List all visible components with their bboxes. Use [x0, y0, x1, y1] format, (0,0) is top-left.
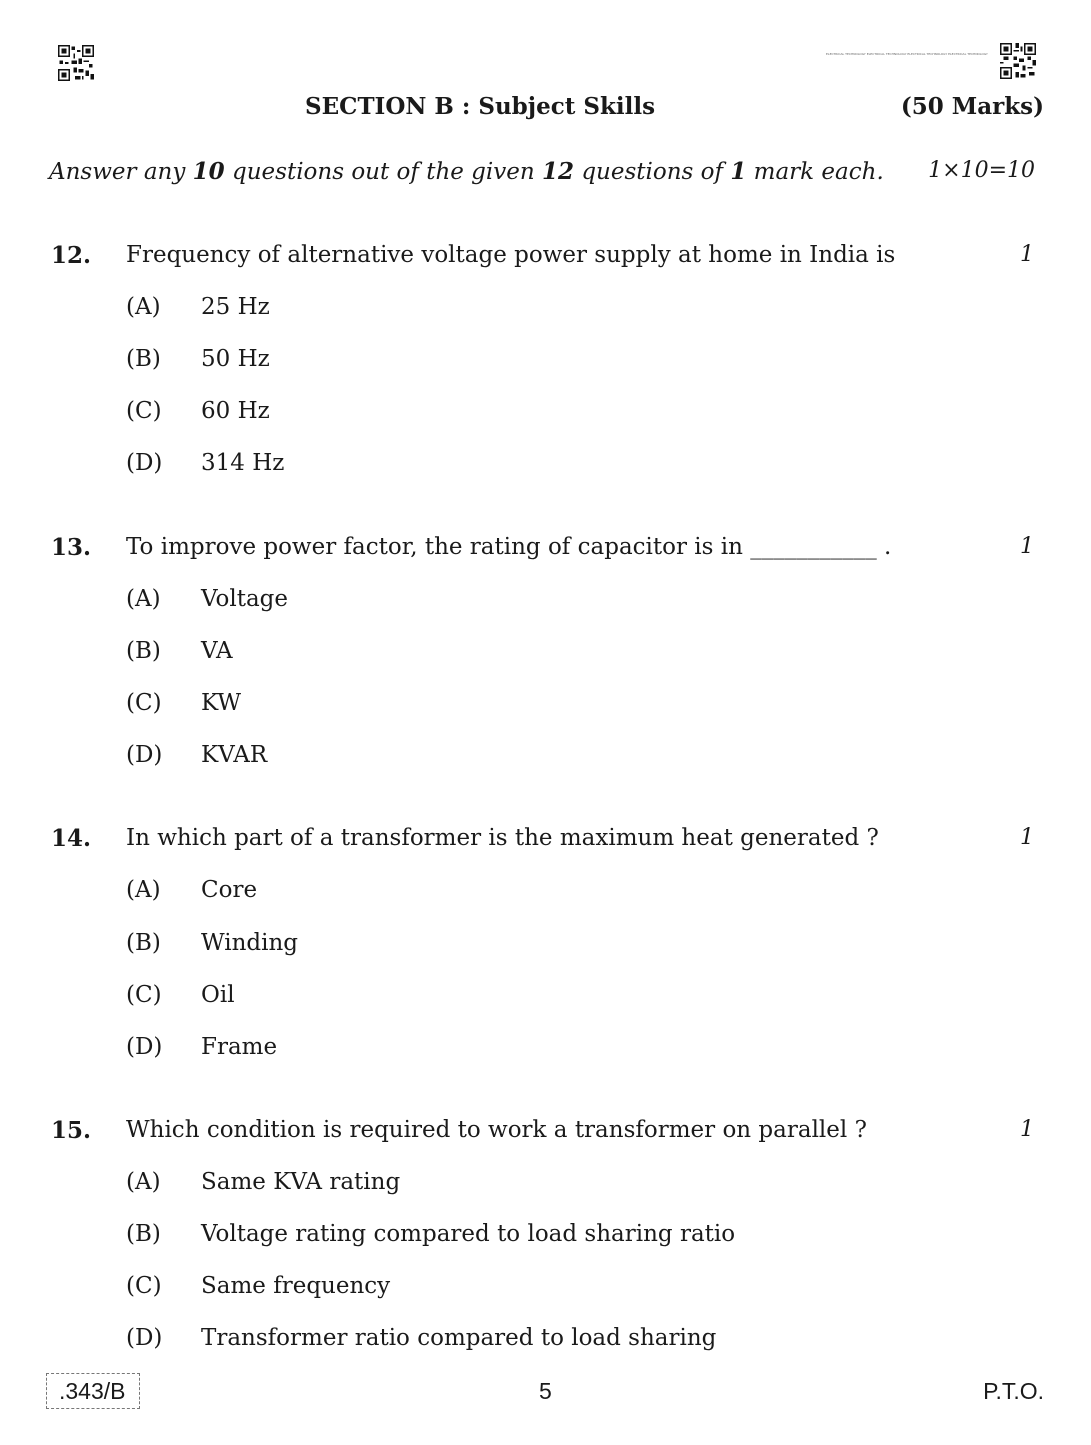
question-12 [0, 242, 1091, 476]
option-label: (B) [126, 930, 161, 956]
option-text: Core [201, 877, 258, 903]
qr-code-left-icon [58, 45, 94, 81]
option-text: KW [201, 690, 242, 716]
option-a [0, 294, 1091, 324]
option-label: (C) [126, 982, 162, 1008]
option-label: (D) [126, 450, 163, 476]
paper-code: .343/B [59, 1378, 126, 1404]
option-a [0, 877, 1091, 907]
option-b [0, 346, 1091, 376]
option-text: VA [201, 638, 233, 664]
option-label: (B) [126, 1221, 161, 1247]
question-number: 12. [51, 242, 92, 269]
question-marks: 1 [1020, 825, 1034, 850]
question-text: Frequency of alternative voltage power supply at home in India is [126, 242, 896, 268]
option-text: Winding [201, 930, 299, 956]
option-b [0, 1221, 1091, 1251]
option-text: Frame [201, 1034, 278, 1060]
option-text: KVAR [201, 742, 268, 768]
instruction-marks: 1×10=10 [928, 158, 1035, 183]
option-label: (D) [126, 1325, 163, 1351]
option-label: (A) [126, 294, 161, 320]
pto-label: P.T.O. [983, 1378, 1044, 1404]
option-label: (D) [126, 1034, 163, 1060]
option-d [0, 742, 1091, 772]
option-label: (D) [126, 742, 163, 768]
option-c [0, 398, 1091, 428]
option-label: (A) [126, 877, 161, 903]
option-label: (B) [126, 638, 161, 664]
option-d [0, 1325, 1091, 1355]
option-a [0, 586, 1091, 616]
question-14 [0, 825, 1091, 1060]
option-text: 50 Hz [201, 346, 270, 372]
option-text: 25 Hz [201, 294, 270, 320]
option-d [0, 1034, 1091, 1064]
question-marks: 1 [1020, 534, 1034, 559]
question-number: 13. [51, 534, 92, 561]
option-c [0, 982, 1091, 1012]
question-13 [0, 534, 1091, 768]
page-number: 5 [539, 1378, 552, 1404]
option-text: Oil [201, 982, 235, 1008]
question-marks: 1 [1020, 242, 1034, 267]
section-marks: (50 Marks) [900, 93, 1044, 120]
instruction-text: Answer any 10 questions out of the given 12 questions of 1 mark each. [49, 158, 884, 185]
question-number: 15. [51, 1117, 92, 1144]
option-d [0, 450, 1091, 480]
option-b [0, 930, 1091, 960]
question-text: In which part of a transformer is the maximum heat generated ? [126, 825, 879, 851]
option-a [0, 1169, 1091, 1199]
question-15 [0, 1117, 1091, 1351]
section-title: SECTION B : Subject Skills [305, 93, 656, 120]
option-text: Same KVA rating [201, 1169, 401, 1195]
security-microtext: ELECTRICAL TECHNOLOGY ELECTRICAL TECHNOLOGY ELECTRICAL TECHNOLOGY ELECTRICAL TECHNOLOGY [826, 52, 988, 56]
option-text: 314 Hz [201, 450, 285, 476]
qr-code-right-icon [1000, 43, 1036, 79]
option-label: (B) [126, 346, 161, 372]
option-label: (A) [126, 586, 161, 612]
option-label: (C) [126, 398, 162, 424]
option-text: 60 Hz [201, 398, 270, 424]
option-c [0, 1273, 1091, 1303]
question-text: To improve power factor, the rating of capacitor is in ___________ . [126, 534, 892, 560]
question-text: Which condition is required to work a transformer on parallel ? [126, 1117, 867, 1143]
question-marks: 1 [1020, 1117, 1034, 1142]
option-label: (A) [126, 1169, 161, 1195]
question-number: 14. [51, 825, 92, 852]
option-text: Transformer ratio compared to load sharing [201, 1325, 717, 1351]
option-text: Same frequency [201, 1273, 391, 1299]
option-label: (C) [126, 690, 162, 716]
option-b [0, 638, 1091, 668]
option-label: (C) [126, 1273, 162, 1299]
option-c [0, 690, 1091, 720]
option-text: Voltage [201, 586, 288, 612]
option-text: Voltage rating compared to load sharing ratio [201, 1221, 736, 1247]
